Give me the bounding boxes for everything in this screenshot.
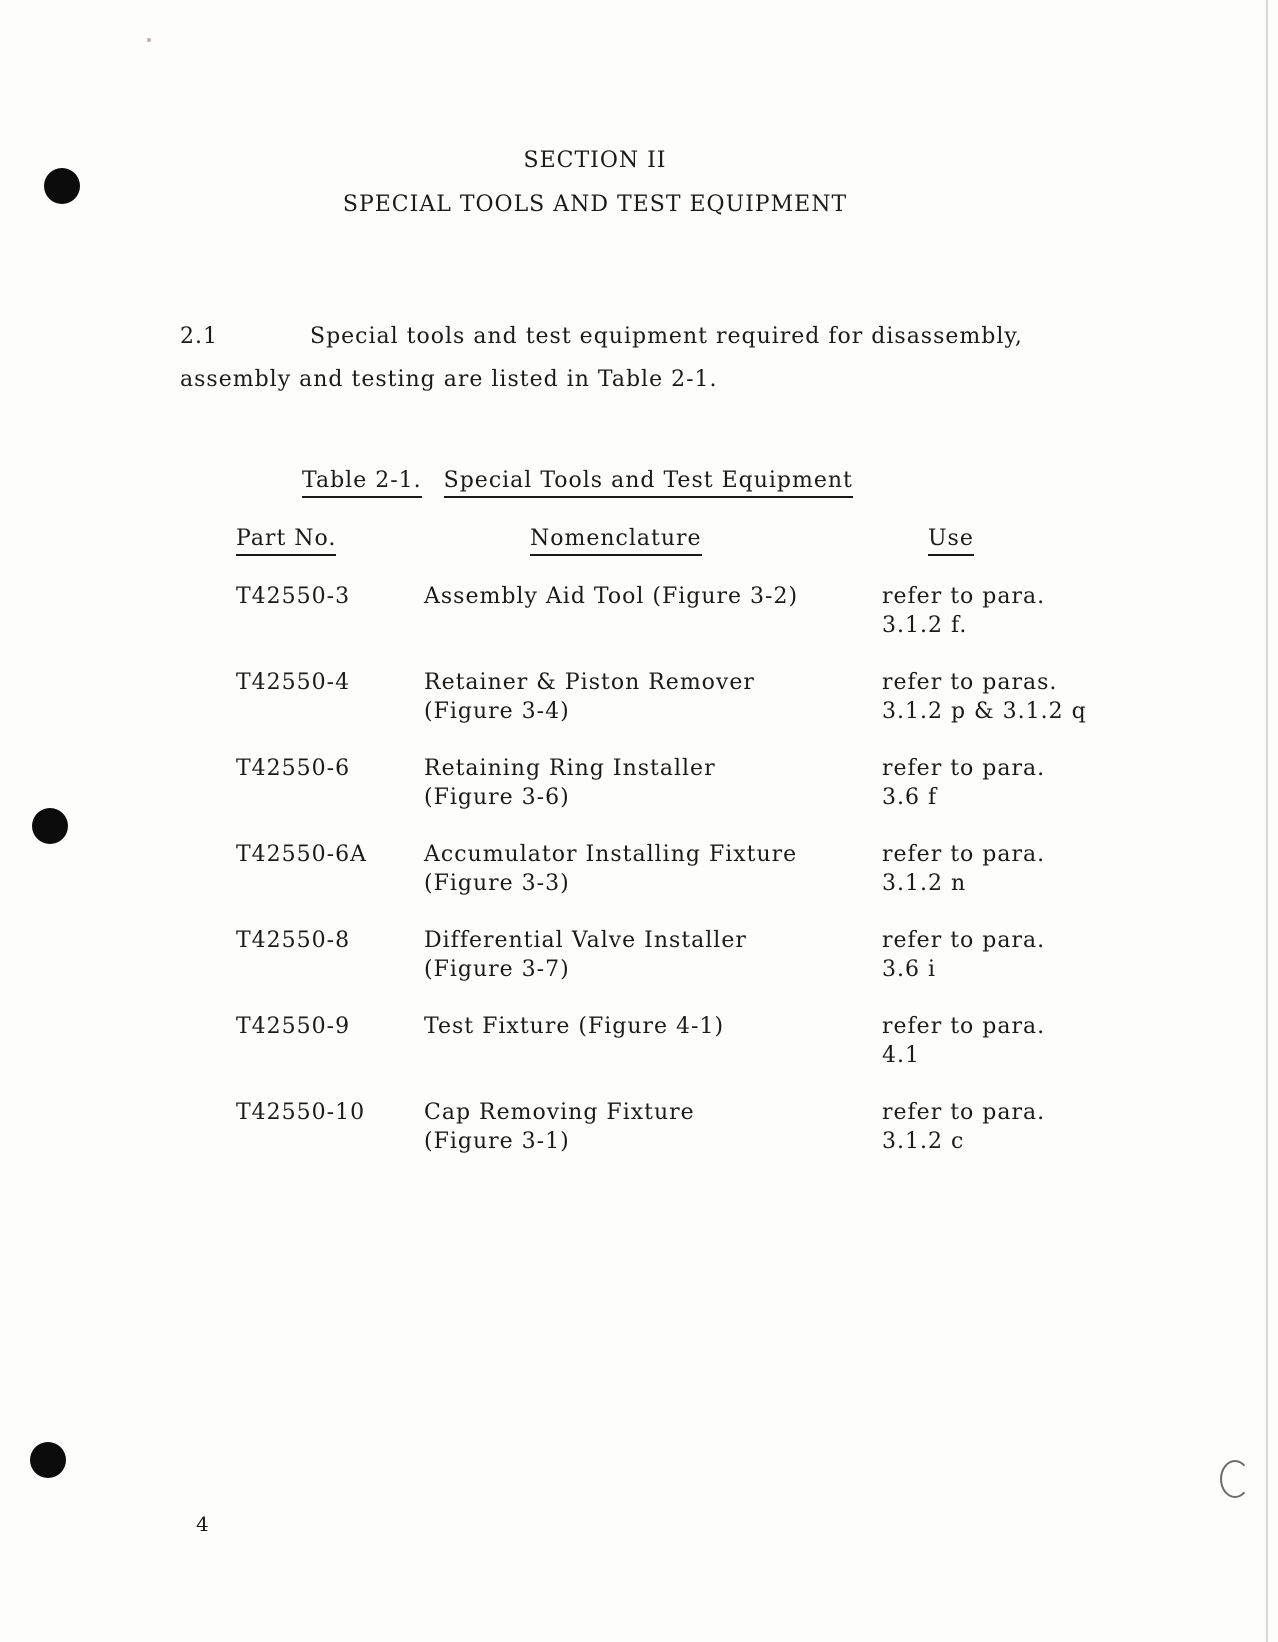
part-number-cell: T42550-3: [236, 584, 351, 609]
page-edge-shadow: [1266, 0, 1268, 1642]
nomenclature-cell: Differential Valve Installer (Figure 3-7): [424, 928, 747, 982]
use-cell: refer to para. 3.1.2 c: [882, 1100, 1046, 1154]
table-caption: [302, 468, 853, 493]
section-title: SPECIAL TOOLS AND TEST EQUIPMENT: [342, 192, 848, 217]
nomenclature-cell: Test Fixture (Figure 4-1): [424, 1014, 725, 1039]
table-row: [236, 754, 1246, 840]
paragraph-number: 2.1: [180, 324, 218, 349]
table-row: [236, 1098, 1246, 1184]
paragraph-line-1: [180, 324, 1023, 349]
use-cell: refer to para. 3.6 i: [882, 928, 1046, 982]
tools-table-body: [236, 582, 1246, 1184]
nomenclature-cell: Retaining Ring Installer (Figure 3-6): [424, 756, 716, 810]
table-caption-label: Table 2-1.: [302, 468, 422, 498]
nomenclature-cell: Cap Removing Fixture (Figure 3-1): [424, 1100, 695, 1154]
part-number-cell: T42550-6A: [236, 842, 367, 867]
nomenclature-cell: Assembly Aid Tool (Figure 3-2): [424, 584, 799, 609]
part-number-cell: T42550-9: [236, 1014, 351, 1039]
use-cell: refer to para. 3.6 f: [882, 756, 1046, 810]
part-number-cell: T42550-10: [236, 1100, 366, 1125]
paper-speck: [147, 38, 151, 42]
part-number-cell: T42550-8: [236, 928, 351, 953]
binder-hole-bottom: [30, 1442, 66, 1478]
nomenclature-cell: Accumulator Installing Fixture (Figure 3-3): [424, 842, 798, 896]
table-row: [236, 926, 1246, 1012]
use-cell: refer to para. 3.1.2 n: [882, 842, 1046, 896]
column-header-nomenclature: Nomenclature: [530, 526, 702, 551]
paragraph-text-1: Special tools and test equipment required for disassembly,: [310, 324, 1023, 349]
column-header-part-no: Part No.: [236, 526, 336, 551]
use-cell: refer to para. 3.1.2 f.: [882, 584, 1046, 638]
column-header-use: Use: [928, 526, 974, 551]
section-number: SECTION II: [523, 148, 667, 173]
table-row: [236, 582, 1246, 668]
table-row: [236, 840, 1246, 926]
table-row: [236, 668, 1246, 754]
table-row: [236, 1012, 1246, 1098]
page-number: 4: [196, 1512, 209, 1536]
part-number-cell: T42550-6: [236, 756, 351, 781]
binder-hole-middle: [32, 808, 68, 844]
use-cell: refer to para. 4.1: [882, 1014, 1046, 1068]
binder-ring-mark: [1220, 1460, 1250, 1498]
nomenclature-cell: Retainer & Piston Remover (Figure 3-4): [424, 670, 755, 724]
part-number-cell: T42550-4: [236, 670, 351, 695]
table-caption-title: Special Tools and Test Equipment: [444, 468, 853, 498]
use-cell: refer to paras. 3.1.2 p & 3.1.2 q: [882, 670, 1087, 724]
paragraph-line-2: assembly and testing are listed in Table 2-1.: [180, 367, 718, 392]
